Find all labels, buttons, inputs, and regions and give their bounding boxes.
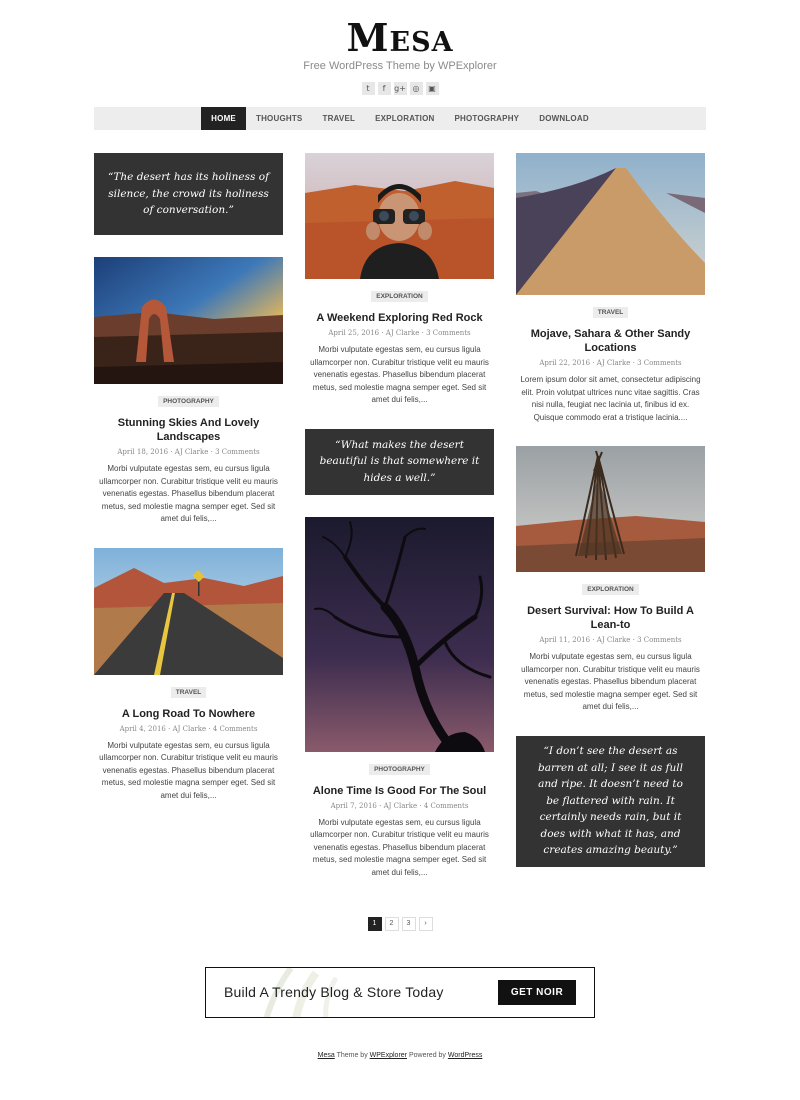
quote-block: “The desert has its holiness of silence, the crowd its holiness of conversation.” bbox=[94, 153, 283, 235]
page-1[interactable]: 1 bbox=[368, 917, 382, 931]
instagram-icon[interactable]: ▣ bbox=[426, 82, 439, 95]
post-comments[interactable]: 3 Comments bbox=[426, 329, 471, 337]
column-3 bbox=[516, 153, 705, 867]
post-excerpt: Morbi vulputate egestas sem, eu cursus ligula ullamcorper non. Curabitur tristique velit eu mauris venenatis egestas. Phasellus bibendum placerat metus, sed molestie magna semper eget. Sed sit amet dui felis,... bbox=[99, 740, 278, 800]
post-category[interactable]: TRAVEL bbox=[593, 307, 629, 318]
post-author[interactable]: AJ Clarke bbox=[174, 448, 209, 456]
post-date[interactable]: April 22, 2016 bbox=[539, 359, 591, 367]
twitter-icon[interactable]: t bbox=[362, 82, 375, 95]
post-category[interactable]: PHOTOGRAPHY bbox=[369, 764, 430, 775]
post-meta: April 18, 2016 · AJ Clarke · 3 Comments bbox=[117, 448, 260, 456]
post-date[interactable]: April 7, 2016 bbox=[330, 801, 377, 810]
get-noir-button[interactable]: GET NOIR bbox=[498, 980, 576, 1005]
post-title[interactable]: A Weekend Exploring Red Rock bbox=[316, 312, 483, 324]
footer-site-link[interactable]: Mesa bbox=[317, 1052, 335, 1059]
post-category[interactable]: EXPLORATION bbox=[582, 584, 638, 595]
post-image-landscapes[interactable] bbox=[94, 257, 283, 384]
post-red-rock bbox=[305, 279, 494, 407]
post-title[interactable]: Mojave, Sahara & Other Sandy Locations bbox=[530, 328, 691, 354]
promo-banner[interactable] bbox=[205, 967, 595, 1018]
column-1 bbox=[94, 153, 283, 802]
post-author[interactable]: AJ Clarke bbox=[385, 329, 420, 337]
pagination bbox=[0, 917, 800, 931]
site-tagline: Free WordPress Theme by WPExplorer bbox=[303, 60, 497, 72]
nav-travel[interactable]: TRAVEL bbox=[322, 114, 356, 123]
quote-block: “What makes the desert beautiful is that somewhere it hides a well.” bbox=[305, 429, 494, 495]
post-title[interactable]: Stunning Skies And Lovely Landscapes bbox=[117, 417, 260, 443]
post-meta: April 4, 2016 · AJ Clarke · 4 Comments bbox=[119, 724, 258, 733]
post-author[interactable]: AJ Clarke bbox=[172, 724, 207, 733]
post-date[interactable]: April 4, 2016 bbox=[119, 724, 166, 733]
post-meta: April 7, 2016 · AJ Clarke · 4 Comments bbox=[330, 801, 469, 810]
post-meta: April 25, 2016 · AJ Clarke · 3 Comments bbox=[328, 329, 471, 337]
quote-block: “I don’t see the desert as barren at all; I see it as full and ripe. It doesn’t need to be flattered with rain. It certainly needs rain, but it does with what it has, and creates amazing beauty.” bbox=[516, 736, 705, 867]
nav-home[interactable]: HOME bbox=[201, 107, 246, 130]
post-author[interactable]: AJ Clarke bbox=[596, 359, 631, 367]
footer-platform-link[interactable]: WordPress bbox=[447, 1052, 483, 1059]
post-road bbox=[94, 675, 283, 803]
post-title[interactable]: Desert Survival: How To Build A Lean-to bbox=[527, 605, 694, 631]
social-links bbox=[0, 82, 800, 95]
post-meta: April 11, 2016 · AJ Clarke · 3 Comments bbox=[539, 636, 682, 644]
banner-text: Build A Trendy Blog & Store Today bbox=[224, 984, 444, 1000]
footer-text: Theme by bbox=[336, 1052, 368, 1059]
post-comments[interactable]: 4 Comments bbox=[423, 801, 469, 810]
post-excerpt: Morbi vulputate egestas sem, eu cursus ligula ullamcorper non. Curabitur tristique velit eu mauris venenatis egestas. Phasellus bibendum placerat metus, sed molestie magna semper eget. Sed sit amet dui felis,... bbox=[99, 464, 278, 523]
facebook-icon[interactable]: f bbox=[378, 82, 391, 95]
next-page-icon[interactable]: › bbox=[419, 917, 433, 931]
nav-exploration[interactable]: EXPLORATION bbox=[375, 114, 435, 123]
post-alone-time bbox=[305, 752, 494, 880]
post-excerpt: Morbi vulputate egestas sem, eu cursus ligula ullamcorper non. Curabitur tristique velit eu mauris venenatis egestas. Phasellus bibendum placerat metus, sed molestie magna semper eget. Sed sit amet dui felis,... bbox=[521, 652, 700, 711]
footer-text: Powered by bbox=[408, 1052, 446, 1059]
post-date[interactable]: April 11, 2016 bbox=[539, 636, 591, 644]
post-title[interactable]: A Long Road To Nowhere bbox=[121, 707, 256, 720]
post-comments[interactable]: 4 Comments bbox=[212, 724, 258, 733]
post-image-tree[interactable] bbox=[305, 517, 494, 752]
post-title[interactable]: Alone Time Is Good For The Soul bbox=[312, 784, 487, 797]
post-comments[interactable]: 3 Comments bbox=[637, 359, 682, 367]
page-2[interactable]: 2 bbox=[385, 917, 399, 931]
google-plus-icon[interactable]: g+ bbox=[394, 84, 406, 93]
main-nav bbox=[94, 107, 706, 130]
column-2 bbox=[305, 153, 494, 879]
post-excerpt: Morbi vulputate egestas sem, eu cursus ligula ullamcorper non. Curabitur tristique velit eu mauris venenatis egestas. Phasellus bibendum placerat metus, sed molestie magna semper eget. Sed sit amet dui felis,... bbox=[310, 817, 489, 877]
post-lean-to bbox=[516, 572, 705, 714]
nav-photography[interactable]: PHOTOGRAPHY bbox=[454, 114, 520, 123]
post-image-dune[interactable] bbox=[516, 153, 705, 295]
post-category[interactable]: TRAVEL bbox=[171, 687, 207, 698]
nav-thoughts[interactable]: THOUGHTS bbox=[255, 114, 303, 123]
post-mojave bbox=[516, 295, 705, 424]
dribbble-icon[interactable]: ◎ bbox=[410, 82, 423, 95]
post-date[interactable]: April 25, 2016 bbox=[328, 329, 380, 337]
post-date[interactable]: April 18, 2016 bbox=[117, 448, 169, 456]
nav-download[interactable]: DOWNLOAD bbox=[539, 114, 589, 123]
post-category[interactable]: EXPLORATION bbox=[371, 291, 427, 302]
site-header bbox=[0, 15, 800, 95]
post-comments[interactable]: 3 Comments bbox=[637, 636, 682, 644]
post-meta: April 22, 2016 · AJ Clarke · 3 Comments bbox=[539, 359, 682, 367]
post-image-red-rock[interactable] bbox=[305, 153, 494, 279]
post-comments[interactable]: 3 Comments bbox=[215, 448, 260, 456]
post-author[interactable]: AJ Clarke bbox=[383, 801, 418, 810]
post-author[interactable]: AJ Clarke bbox=[596, 636, 631, 644]
site-logo[interactable]: Mesa bbox=[346, 15, 454, 60]
post-landscapes bbox=[94, 384, 283, 526]
footer-author-link[interactable]: WPExplorer bbox=[369, 1052, 407, 1059]
post-image-lean-to[interactable] bbox=[516, 446, 705, 572]
post-image-road[interactable] bbox=[94, 548, 283, 675]
site-footer bbox=[0, 1052, 800, 1059]
post-category[interactable]: PHOTOGRAPHY bbox=[158, 396, 219, 407]
page-3[interactable]: 3 bbox=[402, 917, 416, 931]
post-excerpt: Morbi vulputate egestas sem, eu cursus ligula ullamcorper non. Curabitur tristique velit eu mauris venenatis egestas. Phasellus bibendum placerat metus, sed molestie magna semper eget. Sed sit amet dui felis,... bbox=[310, 345, 489, 404]
post-excerpt: Lorem ipsum dolor sit amet, consectetur adipiscing elit. Proin volutpat ultrices nunc vitae sagittis. Cras nisi nulla, feugiat nec lacinia ut, finibus id ex. Quisque commodo erat a tristique lacinia.... bbox=[520, 375, 701, 422]
